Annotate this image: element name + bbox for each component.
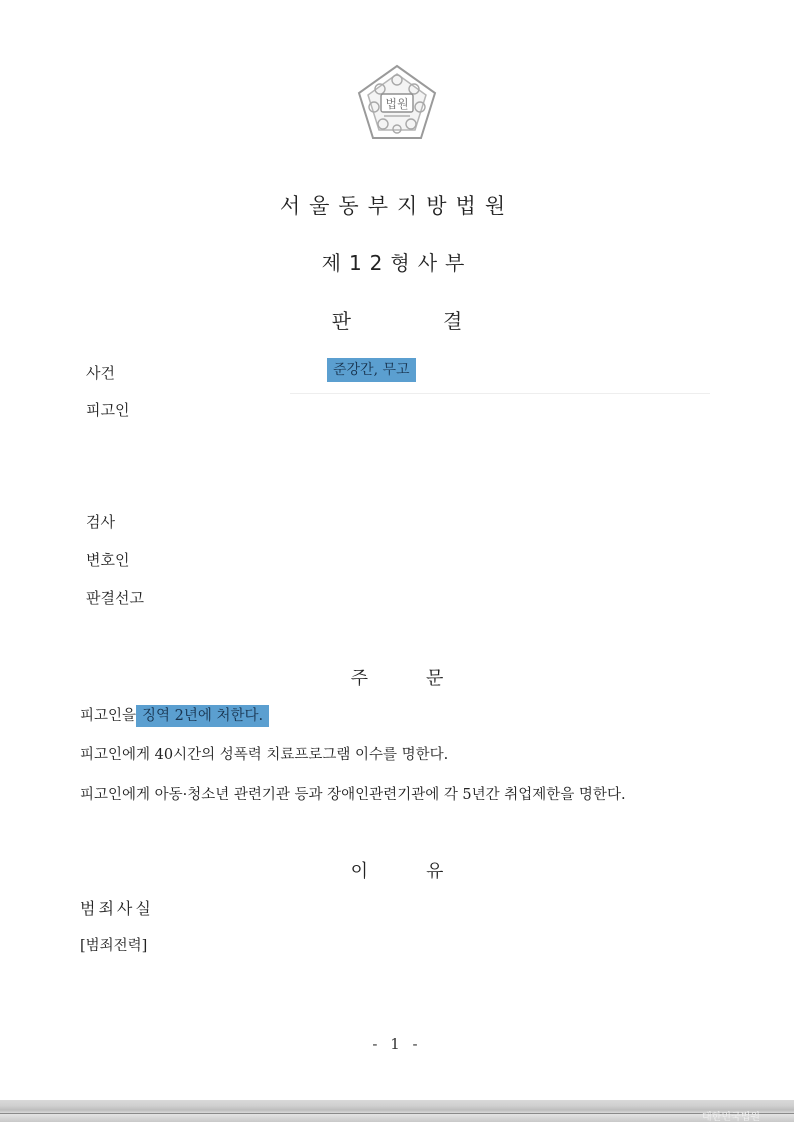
scan-edge bbox=[0, 1100, 794, 1122]
sentencing-date-label: 판결선고 bbox=[86, 589, 144, 607]
criminal-facts-heading: 범죄사실 bbox=[80, 899, 154, 918]
prosecutor-label: 검사 bbox=[86, 513, 115, 531]
criminal-record-heading: [범죄전력] bbox=[80, 938, 148, 954]
order-line-2: 피고인에게 40시간의 성폭력 치료프로그램 이수를 명한다. bbox=[80, 747, 449, 763]
case-value: 준강간, 무고 bbox=[327, 358, 416, 382]
court-seal-icon bbox=[356, 63, 438, 141]
document-title: 판결 bbox=[331, 309, 555, 333]
scan-watermark: 대한민국법원 bbox=[702, 1112, 760, 1123]
page-number: - 1 - bbox=[372, 1035, 422, 1053]
order-line-3: 피고인에게 아동·청소년 관련기관 등과 장애인관련기관에 각 5년간 취업제한을 명한다. bbox=[80, 787, 626, 803]
counsel-label: 변호인 bbox=[86, 551, 130, 569]
case-label: 사건 bbox=[86, 364, 115, 382]
defendant-label: 피고인 bbox=[86, 401, 130, 419]
divider bbox=[290, 393, 710, 394]
court-name: 서울동부지방법원 bbox=[279, 194, 515, 218]
order-line-1-prefix: 피고인을 bbox=[80, 708, 137, 724]
order-heading: 주문 bbox=[350, 668, 502, 689]
sentence-highlight: 징역 2년에 처한다. bbox=[136, 705, 269, 727]
reasons-heading: 이유 bbox=[350, 861, 502, 882]
order-line-1 bbox=[80, 704, 269, 725]
scan-edge-line bbox=[0, 1113, 794, 1114]
seal-text: 법원 bbox=[385, 97, 409, 111]
division-name: 제12형사부 bbox=[321, 251, 473, 275]
